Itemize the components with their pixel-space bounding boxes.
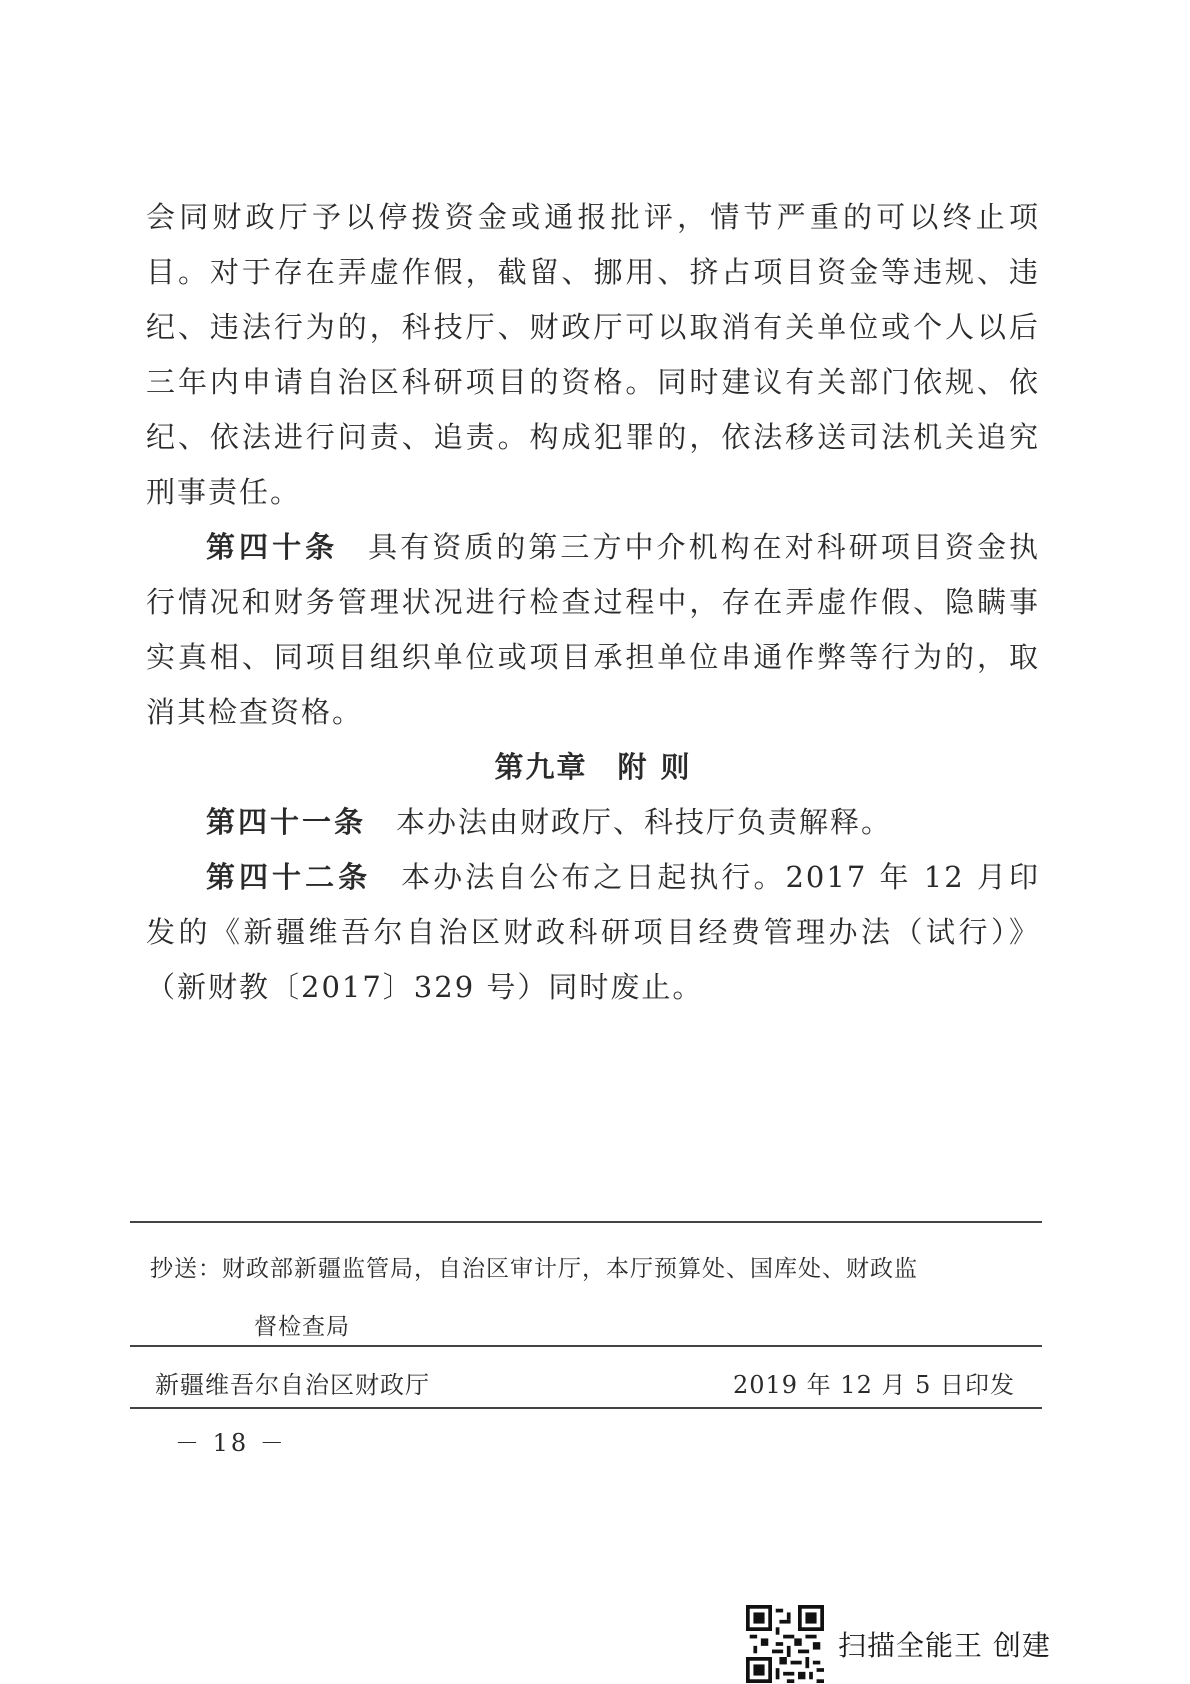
cc-top-rule [130,1221,1042,1223]
article-40-text: 具有资质的第三方中介机构在对科研项目资金执行情况和财务管理状况进行检查过程中，存在弄虚作假、隐瞒事实真相、同项目组织单位或项目承担单位串通作弊等行为的，取消其检查资格。 [146,530,1040,729]
issue-footer [155,1365,1015,1400]
footer-bottom-rule [130,1407,1042,1409]
article-40 [146,520,1040,740]
scanner-watermark [746,1605,1051,1683]
paragraph-continued: 会同财政厅予以停拨资金或通报批评，情节严重的可以终止项目。对于存在弄虚作假，截留、挪用、挤占项目资金等违规、违纪、违法行为的，科技厅、财政厅可以取消有关单位或个人以后三年内申请自治区科研项目的资格。同时建议有关部门依规、依纪、依法进行问责、追责。构成犯罪的，依法移送司法机关追究刑事责任。 [146,200,1040,509]
qr-code-icon [746,1605,824,1683]
page-number: － 18 － [175,1429,287,1457]
cc-line-2: 督检查局 [254,1314,350,1340]
article-41 [146,795,1040,850]
chapter-number: 第九章 [494,750,588,784]
footer-top-rule [130,1345,1042,1347]
article-42 [146,850,1040,1015]
article-41-text: 本办法由财政厅、科技厅负责解释。 [396,805,893,839]
document-body [146,190,1040,1015]
chapter-heading [146,740,1040,795]
issuer: 新疆维吾尔自治区财政厅 [155,1371,430,1399]
article-42-text: 本办法自公布之日起执行。2017 年 12 月印发的《新疆维吾尔自治区财政科研项目经费管理办法（试行）》（新财教〔2017〕329 号）同时废止。 [146,860,1040,1004]
issue-date: 2019 年 12 月 5 日印发 [732,1371,1015,1399]
article-40-number: 第四十条 [206,530,339,564]
article-42-number: 第四十二条 [206,860,372,894]
cc-line-1: 抄送：财政部新疆监管局，自治区审计厅，本厅预算处、国库处、财政监 [150,1256,918,1282]
watermark-text: 扫描全能王 创建 [838,1629,1051,1662]
chapter-title: 附 则 [617,750,692,784]
article-41-number: 第四十一条 [206,805,367,839]
cc-block [150,1240,1040,1356]
